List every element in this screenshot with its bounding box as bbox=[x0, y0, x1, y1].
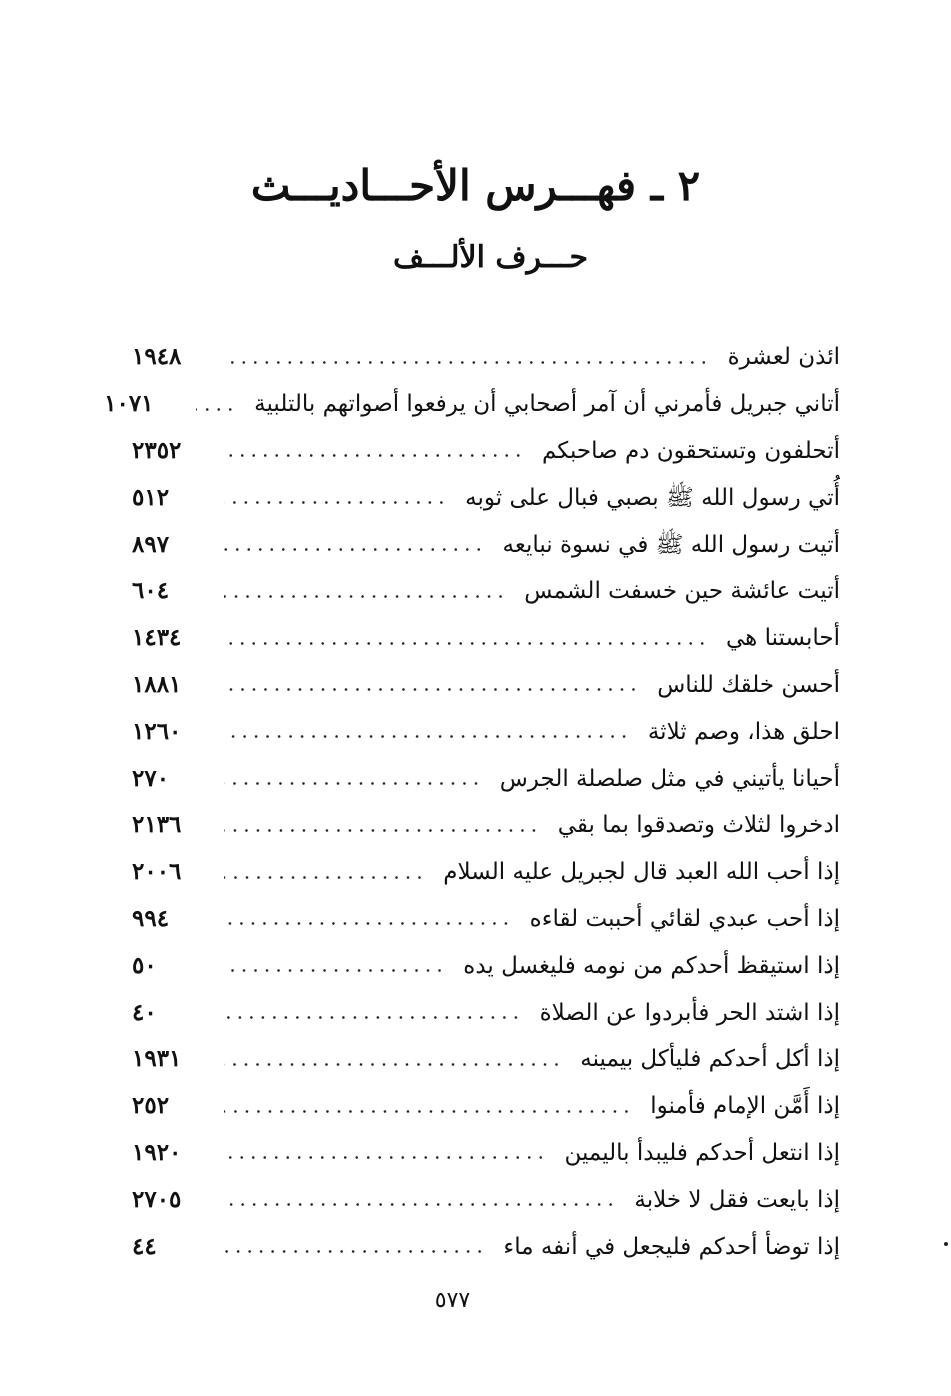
index-entry bbox=[132, 474, 840, 521]
dot-leader bbox=[224, 595, 506, 598]
index-entry bbox=[132, 662, 840, 709]
dot-leader bbox=[224, 1156, 546, 1159]
hadith-number: ٦٠٤ bbox=[132, 577, 170, 605]
index-entry bbox=[132, 1083, 840, 1130]
index-entry bbox=[132, 1223, 840, 1270]
dot-leader bbox=[224, 361, 710, 364]
hadith-number: ١٢٦٠ bbox=[132, 717, 182, 745]
hadith-text: احلق هذا، وصم ثلاثة bbox=[647, 718, 840, 745]
dot-leader bbox=[224, 735, 630, 738]
hadith-text: إذا أكل أحدكم فليأكل بيمينه bbox=[580, 1046, 840, 1073]
hadith-text: إذا بايعت فقل لا خلابة bbox=[634, 1186, 840, 1213]
hadith-number: ٥١٢ bbox=[132, 483, 170, 511]
index-entry bbox=[132, 849, 840, 896]
hadith-text: أتيت رسول الله ﷺ في نسوة نبايعه bbox=[502, 531, 840, 558]
hadith-number: ٢٣٥٢ bbox=[132, 436, 182, 464]
hadith-text: ائذن لعشرة bbox=[727, 344, 840, 371]
hadith-text: أتاني جبريل فأمرني أن آمر أصحابي أن يرفعوا أصواتهم بالتلبية bbox=[254, 391, 840, 418]
hadith-number: ١٤٣٤ bbox=[132, 624, 182, 652]
dot-leader bbox=[224, 1203, 616, 1206]
hadith-number: ٢١٣٦ bbox=[132, 811, 182, 839]
hadith-text: أحابستنا هي bbox=[725, 625, 840, 652]
dot-leader bbox=[224, 501, 447, 504]
hadith-number: ١٩٤٨ bbox=[132, 343, 182, 371]
hadith-number: ٩٩٤ bbox=[132, 904, 170, 932]
index-entry bbox=[132, 1036, 840, 1083]
index-title: ٢ ـ فهـــرس الأحـــاديـــث bbox=[250, 161, 701, 210]
dot-leader bbox=[224, 1063, 562, 1066]
dot-leader bbox=[224, 829, 540, 832]
index-entry bbox=[132, 615, 840, 662]
index-entry bbox=[132, 521, 840, 568]
hadith-number: ٢٥٢ bbox=[132, 1092, 170, 1120]
dot-leader bbox=[224, 922, 512, 925]
hadith-text: أحسن خلقك للناس bbox=[657, 671, 840, 698]
index-entry bbox=[132, 896, 840, 943]
index-entry bbox=[132, 334, 840, 381]
dot-leader bbox=[224, 782, 482, 785]
section-heading: حـــرف الألـــف bbox=[392, 240, 588, 275]
hadith-text: إذا أَمَّن الإمام فأمنوا bbox=[650, 1093, 840, 1120]
index-entry bbox=[132, 989, 840, 1036]
hadith-number: ٥٠ bbox=[132, 951, 157, 979]
dot-leader bbox=[224, 969, 445, 972]
dot-leader bbox=[224, 876, 425, 879]
index-entry bbox=[132, 942, 840, 989]
hadith-text: إذا انتعل أحدكم فليبدأ باليمين bbox=[564, 1139, 840, 1166]
hadith-text: أتحلفون وتستحقون دم صاحبكم bbox=[541, 437, 840, 464]
page-number: ٥٧٧ bbox=[434, 1288, 471, 1313]
scan-mark bbox=[944, 1242, 948, 1246]
hadith-number: ٤٤ bbox=[132, 1232, 157, 1260]
dot-leader bbox=[196, 408, 236, 411]
dot-leader bbox=[224, 1250, 485, 1253]
dot-leader bbox=[224, 1016, 522, 1019]
hadith-text: أُتي رسول الله ﷺ بصبي فبال على ثوبه bbox=[465, 484, 840, 511]
index-entry bbox=[132, 428, 840, 475]
index-entry bbox=[132, 1176, 840, 1223]
hadith-number: ٨٩٧ bbox=[132, 530, 170, 558]
hadith-number: ١٨٨١ bbox=[132, 670, 182, 698]
dot-leader bbox=[224, 1110, 632, 1113]
dot-leader bbox=[224, 642, 708, 645]
dot-leader bbox=[224, 454, 524, 457]
hadith-text: إذا أحب عبدي لقائي أحببت لقاءه bbox=[529, 905, 840, 932]
hadith-text: إذا توضأ أحدكم فليجعل في أنفه ماء bbox=[503, 1233, 840, 1260]
hadith-text: أتيت عائشة حين خسفت الشمس bbox=[524, 578, 840, 605]
hadith-text: إذا استيقظ أحدكم من نومه فليغسل يده bbox=[463, 952, 840, 979]
index-entry bbox=[104, 381, 840, 428]
index-entry bbox=[132, 1130, 840, 1177]
index-entry bbox=[132, 568, 840, 615]
index-entry bbox=[132, 708, 840, 755]
hadith-number: ٢٧٠٥ bbox=[132, 1185, 182, 1213]
hadith-number: ١٩٢٠ bbox=[132, 1138, 182, 1166]
hadith-number: ٤٠ bbox=[132, 998, 157, 1026]
index-entry bbox=[132, 755, 840, 802]
hadith-index-list bbox=[104, 334, 840, 1270]
dot-leader bbox=[224, 548, 485, 551]
hadith-text: إذا أحب الله العبد قال لجبريل عليه السلام bbox=[443, 859, 840, 886]
hadith-number: ٢٠٠٦ bbox=[132, 858, 182, 886]
hadith-number: ٢٧٠ bbox=[132, 764, 170, 792]
hadith-text: أحيانا يأتيني في مثل صلصلة الجرس bbox=[499, 765, 840, 792]
index-entry bbox=[132, 802, 840, 849]
hadith-text: ادخروا لثلاث وتصدقوا بما بقي bbox=[557, 812, 840, 839]
hadith-number: ١٠٧١ bbox=[104, 390, 154, 418]
dot-leader bbox=[224, 688, 639, 691]
hadith-number: ١٩٣١ bbox=[132, 1045, 182, 1073]
hadith-text: إذا اشتد الحر فأبردوا عن الصلاة bbox=[539, 999, 840, 1026]
